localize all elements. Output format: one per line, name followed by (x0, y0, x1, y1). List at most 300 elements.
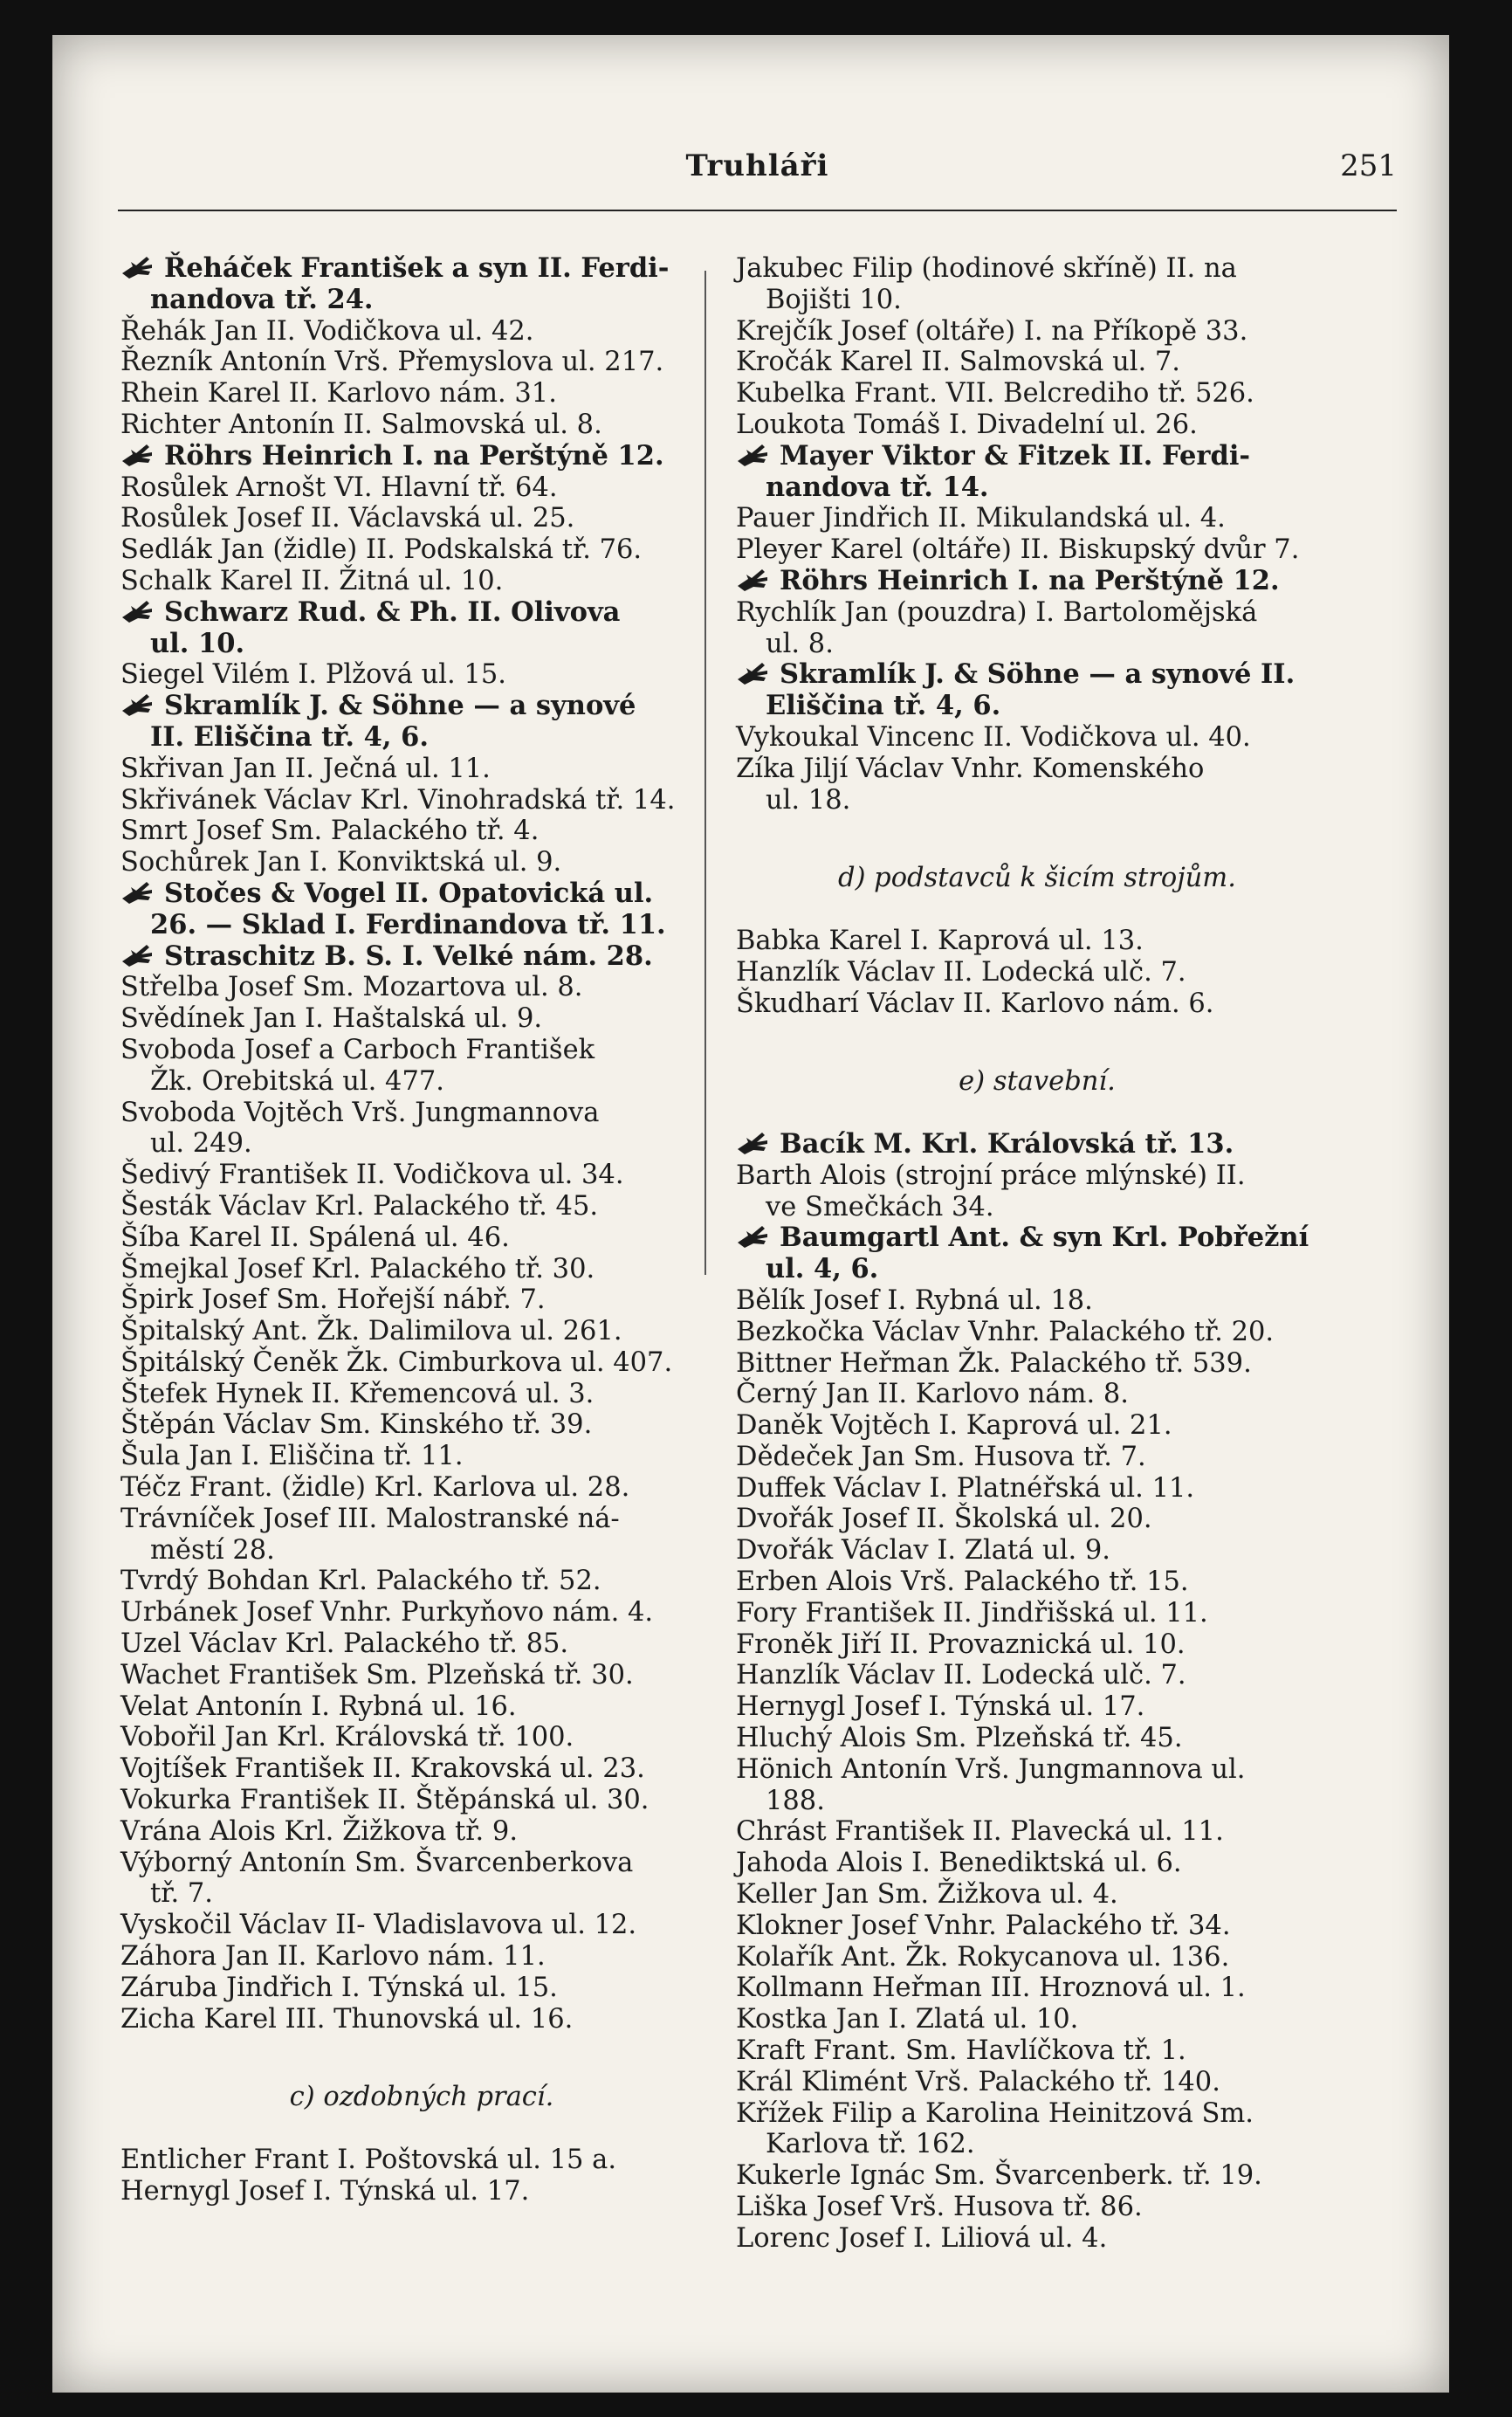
entry-text: II. Eliščina tř. 4, 6. (150, 720, 429, 753)
directory-entry (120, 659, 723, 691)
directory-entry (120, 1222, 723, 1254)
entry-line (736, 1160, 1338, 1192)
section-spacer (120, 2113, 723, 2145)
pointing-hand-icon (736, 1223, 773, 1250)
directory-entry (736, 1348, 1338, 1380)
directory-entry (120, 1941, 723, 1973)
entry-text: Velat Antonín I. Rybná ul. 16. (120, 1691, 517, 1722)
entry-line (120, 1816, 723, 1848)
entry-text: Schwarz Rud. & Ph. II. Olivova (164, 596, 621, 628)
entry-line (736, 1629, 1338, 1661)
entry-line (736, 754, 1338, 785)
section-heading: d) podstavců k šicím strojům. (838, 863, 1236, 894)
entry-text: Šmejkal Josef Krl. Palackého tř. 30. (120, 1253, 595, 1284)
directory-entry (120, 1566, 723, 1597)
entry-text: Rosůlek Josef II. Václavská ul. 25. (120, 503, 575, 534)
entry-line (736, 1786, 1338, 1817)
entry-line (120, 1222, 723, 1254)
directory-entry (736, 2098, 1338, 2161)
directory-entry (120, 472, 723, 504)
directory-entry (120, 754, 723, 785)
page-number: 251 (1340, 148, 1397, 183)
directory-entry (736, 1973, 1338, 2004)
entry-line (120, 1660, 723, 1691)
directory-entry (736, 441, 1338, 504)
entry-line (120, 534, 723, 566)
entry-text: Šíba Karel II. Spálená ul. 46. (120, 1222, 510, 1253)
entry-text: Téčz Frant. (židle) Krl. Karlova ul. 28. (120, 1472, 630, 1504)
directory-entry (736, 1222, 1338, 1285)
entry-text: Hluchý Alois Sm. Plzeňská tř. 45. (736, 1723, 1183, 1754)
entry-line (736, 2004, 1338, 2035)
entry-line (736, 957, 1338, 988)
entry-line (120, 1753, 723, 1785)
directory-entry (120, 1254, 723, 1285)
directory-entry (736, 410, 1338, 441)
entry-line (736, 629, 1338, 660)
entry-line (120, 566, 723, 597)
directory-entry (736, 1879, 1338, 1911)
entry-line (120, 1722, 723, 1753)
directory-entry (736, 1754, 1338, 1817)
entry-line (736, 1410, 1338, 1442)
entry-text: Vrána Alois Krl. Žižkova tř. 9. (120, 1815, 519, 1847)
entry-line (120, 691, 723, 722)
entry-line (120, 878, 723, 910)
directory-entry (120, 534, 723, 566)
entry-text: 188. (766, 1785, 825, 1816)
entry-text: Kollmann Heřman III. Hroznová ul. 1. (736, 1973, 1246, 2004)
entry-text: Stočes & Vogel II. Opatovická ul. (164, 877, 654, 909)
entry-text: Žk. Orebitská ul. 477. (150, 1065, 444, 1097)
entry-text: Šesták Václav Krl. Palackého tř. 45. (120, 1190, 599, 1222)
entry-line (120, 754, 723, 785)
entry-line (120, 910, 723, 941)
entry-text: Štěpán Václav Sm. Kinského tř. 39. (120, 1409, 593, 1441)
entry-line (736, 2160, 1338, 2192)
directory-entry (120, 1722, 723, 1753)
entry-text: Jahoda Alois I. Benediktská ul. 6. (736, 1848, 1182, 1879)
directory-entry (736, 1410, 1338, 1442)
entry-line (120, 847, 723, 878)
entry-text: nandova tř. 24. (150, 283, 374, 315)
entry-text: Křížek Filip a Karolina Heinitzová Sm. (736, 2097, 1254, 2129)
entry-text: Uzel Václav Krl. Palackého tř. 85. (120, 1629, 569, 1660)
entry-text: Skřivan Jan II. Ječná ul. 11. (120, 753, 491, 784)
entry-text: tř. 7. (150, 1878, 213, 1910)
entry-line (120, 253, 723, 285)
entry-text: Lorenc Josef I. Liliová ul. 4. (736, 2222, 1108, 2254)
entry-line (120, 1441, 723, 1472)
entry-text: Richter Antonín II. Salmovská ul. 8. (120, 409, 602, 440)
entry-line (736, 1348, 1338, 1380)
entry-line (736, 2067, 1338, 2098)
entry-line (736, 1192, 1338, 1223)
entry-text: Barth Alois (strojní práce mlýnské) II. (736, 1160, 1246, 1191)
directory-entry (120, 816, 723, 847)
entry-line (120, 1878, 723, 1910)
entry-line (736, 2035, 1338, 2067)
entry-line (120, 1910, 723, 1941)
entry-line (736, 253, 1338, 285)
directory-entry (736, 988, 1338, 1020)
entry-line (120, 503, 723, 534)
entry-text: Röhrs Heinrich I. na Perštýně 12. (164, 439, 664, 472)
directory-entry (120, 785, 723, 816)
directory-entry (120, 503, 723, 534)
entry-line (736, 503, 1338, 534)
section-heading: e) stavební. (959, 1066, 1116, 1098)
entry-line (736, 1942, 1338, 1973)
entry-text: 26. — Sklad I. Ferdinandova tř. 11. (150, 908, 666, 940)
entry-text: Bělík Josef I. Rybná ul. 18. (736, 1284, 1093, 1316)
entry-text: Bittner Heřman Žk. Palackého tř. 539. (736, 1347, 1252, 1379)
entry-line (736, 316, 1338, 348)
directory-entry (120, 1629, 723, 1660)
directory-entry (120, 1848, 723, 1911)
entry-line (736, 2098, 1338, 2130)
directory-entry (120, 1504, 723, 1567)
entry-text: Dvořák Václav I. Zlatá ul. 9. (736, 1535, 1110, 1567)
entry-line (736, 441, 1338, 472)
entry-text: Král Klimént Vrš. Palackého tř. 140. (736, 2066, 1220, 2097)
entry-line (736, 2129, 1338, 2160)
directory-entry (120, 1347, 723, 1379)
directory-entry (120, 972, 723, 1003)
directory-entry (736, 1285, 1338, 1317)
directory-entry (120, 2176, 723, 2207)
entry-text: Kukerle Ignác Sm. Švarcenberk. tř. 19. (736, 2160, 1262, 2192)
entry-text: Dědeček Jan Sm. Husova tř. 7. (736, 1441, 1146, 1472)
directory-entry (736, 1598, 1338, 1629)
entry-text: Chrást František II. Plavecká ul. 11. (736, 1816, 1224, 1848)
entry-line (120, 1035, 723, 1066)
entry-line (120, 1566, 723, 1597)
directory-entry (120, 1597, 723, 1629)
directory-entry (736, 2067, 1338, 2098)
directory-entry (736, 1816, 1338, 1848)
entry-line (736, 1848, 1338, 1879)
entry-line (120, 1535, 723, 1567)
directory-entry (736, 347, 1338, 378)
entry-line (736, 472, 1338, 504)
entry-line (736, 1598, 1338, 1629)
entry-text: Skramlík J. & Söhne — a synové (164, 690, 636, 722)
entry-text: Kubelka Frant. VII. Belcrediho tř. 526. (736, 378, 1254, 410)
entry-line (120, 1254, 723, 1285)
entry-text: Schalk Karel II. Žitná ul. 10. (120, 565, 504, 596)
section-gap (736, 816, 1338, 863)
entry-line (736, 926, 1338, 957)
directory-entry (120, 253, 723, 316)
directory-entry (736, 503, 1338, 534)
directory-entry (120, 941, 723, 973)
directory-entry (736, 566, 1338, 597)
directory-entry (736, 1660, 1338, 1691)
entry-line (120, 1098, 723, 1129)
entry-text: Loukota Tomáš I. Divadelní ul. 26. (736, 409, 1198, 440)
entry-line (736, 1473, 1338, 1505)
entry-line (120, 941, 723, 973)
entry-line (120, 722, 723, 754)
entry-text: Rychlík Jan (pouzdra) I. Bartolomějská (736, 596, 1258, 628)
directory-entry (736, 2160, 1338, 2192)
left-column (120, 253, 723, 2207)
pointing-hand-icon (736, 567, 773, 593)
directory-entry (120, 378, 723, 410)
entry-line (120, 1409, 723, 1441)
right-column (736, 253, 1338, 2255)
entry-line (736, 691, 1338, 722)
directory-entry (120, 1660, 723, 1691)
entry-text: Špitalský Ant. Žk. Dalimilova ul. 261. (120, 1316, 622, 1347)
entry-text: ul. 249. (150, 1128, 252, 1160)
page-header (118, 148, 1397, 211)
directory-entry (120, 691, 723, 754)
entry-line (736, 785, 1338, 816)
entry-line (736, 1222, 1338, 1254)
entry-text: Špirk Josef Sm. Hořejší nábř. 7. (120, 1284, 546, 1316)
section-spacer (736, 1098, 1338, 1129)
entry-text: Pleyer Karel (oltáře) II. Biskupský dvůr 7. (736, 534, 1300, 566)
entry-text: Hönich Antonín Vrš. Jungmannova ul. (736, 1753, 1246, 1785)
entry-line (120, 2004, 723, 2035)
entry-line (120, 1003, 723, 1035)
directory-entry (120, 1098, 723, 1160)
entry-line (120, 1691, 723, 1723)
directory-entry (736, 597, 1338, 660)
entry-text: Froněk Jiří II. Provaznická ul. 10. (736, 1629, 1186, 1660)
directory-entry (736, 253, 1338, 316)
entry-text: Bojišti 10. (766, 284, 902, 315)
directory-entry (736, 1504, 1338, 1535)
entry-text: Rosůlek Arnošt VI. Hlavní tř. 64. (120, 472, 558, 503)
entry-text: Babka Karel I. Kaprová ul. 13. (736, 925, 1144, 956)
directory-entry (120, 1691, 723, 1723)
entry-text: Krejčík Josef (oltáře) I. na Příkopě 33. (736, 315, 1248, 347)
entry-line (120, 1284, 723, 1316)
entry-text: Jakubec Filip (hodinové skříně) II. na (736, 253, 1237, 284)
pointing-hand-icon (736, 660, 773, 686)
entry-line (120, 2145, 723, 2176)
entry-text: ve Smečkách 34. (766, 1191, 994, 1222)
directory-entry (120, 410, 723, 441)
entry-text: Skramlík J. & Söhne — a synové II. (780, 658, 1296, 691)
entry-line (736, 1754, 1338, 1786)
entry-text: ul. 4, 6. (766, 1253, 879, 1285)
entry-text: Výborný Antonín Sm. Švarcenberkova (120, 1847, 634, 1878)
pointing-hand-icon (736, 1130, 773, 1156)
entry-text: ul. 8. (766, 628, 834, 659)
directory-entry (736, 378, 1338, 410)
entry-text: Záruba Jindřich I. Týnská ul. 15. (120, 1972, 558, 2003)
entry-line (736, 410, 1338, 441)
entry-text: Erben Alois Vrš. Palackého tř. 15. (736, 1567, 1189, 1598)
entry-text: Záhora Jan II. Karlovo nám. 11. (120, 1941, 546, 1973)
entry-line (120, 285, 723, 316)
entry-text: Röhrs Heinrich I. na Perštýně 12. (780, 564, 1280, 596)
entry-text: Šula Jan I. Eliščina tř. 11. (120, 1441, 464, 1472)
entry-line (736, 1442, 1338, 1473)
directory-entry (120, 2004, 723, 2035)
entry-line (120, 1347, 723, 1379)
directory-entry (120, 1160, 723, 1191)
directory-entry (120, 1973, 723, 2004)
entry-line (736, 1535, 1338, 1567)
entry-line (736, 659, 1338, 691)
entry-text: Smrt Josef Sm. Palackého tř. 4. (120, 816, 540, 847)
entry-text: Vojtíšek František II. Krakovská ul. 23. (120, 1753, 645, 1785)
entry-line (736, 566, 1338, 597)
entry-text: Hanzlík Václav II. Lodecká ulč. 7. (736, 1660, 1186, 1691)
entry-text: Siegel Vilém I. Plžová ul. 15. (120, 659, 506, 691)
entry-line (736, 1691, 1338, 1723)
section-gap (120, 2035, 723, 2082)
directory-entry (736, 1442, 1338, 1473)
entry-text: Kraft Frant. Sm. Havlíčkova tř. 1. (736, 2035, 1186, 2067)
directory-entry (120, 1035, 723, 1098)
entry-line (736, 722, 1338, 754)
entry-text: Eliščina tř. 4, 6. (766, 690, 1001, 722)
entry-text: Liška Josef Vrš. Husova tř. 86. (736, 2192, 1143, 2223)
entry-line (120, 472, 723, 504)
entry-line (120, 1785, 723, 1816)
entry-text: ul. 18. (766, 784, 851, 816)
entry-text: Pauer Jindřich II. Mikulandská ul. 4. (736, 503, 1226, 534)
pointing-hand-icon (120, 254, 157, 280)
directory-entry (736, 316, 1338, 348)
entry-text: Řehák Jan II. Vodičkova ul. 42. (120, 315, 534, 347)
directory-entry (736, 1535, 1338, 1567)
entry-text: ul. 10. (150, 627, 245, 659)
entry-text: Kostka Jan I. Zlatá ul. 10. (736, 2004, 1079, 2035)
pointing-hand-icon (736, 442, 773, 468)
entry-text: Černý Jan II. Karlovo nám. 8. (736, 1379, 1129, 1410)
entry-text: Keller Jan Sm. Žižkova ul. 4. (736, 1879, 1118, 1911)
directory-entry (736, 1942, 1338, 1973)
entry-text: Zicha Karel III. Thunovská ul. 16. (120, 2003, 574, 2035)
directory-entry (120, 1785, 723, 1816)
entry-text: Šedivý František II. Vodičkova ul. 34. (120, 1160, 624, 1191)
entry-line (736, 285, 1338, 316)
entry-line (120, 1316, 723, 1347)
directory-entry (736, 722, 1338, 754)
directory-entry (736, 754, 1338, 816)
entry-text: Wachet František Sm. Plzeňská tř. 30. (120, 1659, 634, 1691)
entry-text: Řezník Antonín Vrš. Přemyslova ul. 217. (120, 347, 664, 378)
entry-text: Klokner Josef Vnhr. Palackého tř. 34. (736, 1910, 1231, 1941)
entry-text: Škudharí Václav II. Karlovo nám. 6. (736, 988, 1214, 1019)
entry-line (120, 2176, 723, 2207)
directory-entry (736, 926, 1338, 957)
entry-line (736, 1379, 1338, 1410)
directory-entry (120, 1816, 723, 1848)
entry-text: Urbánek Josef Vnhr. Purkyňovo nám. 4. (120, 1597, 654, 1629)
page-title: Truhláři (685, 148, 829, 183)
entry-line (736, 1723, 1338, 1754)
directory-entry (120, 1753, 723, 1785)
entry-text: Fory František II. Jindřišská ul. 11. (736, 1597, 1208, 1629)
pointing-hand-icon (120, 879, 157, 906)
entry-line (120, 1379, 723, 1410)
entry-text: Bezkočka Václav Vnhr. Palackého tř. 20. (736, 1316, 1275, 1347)
entry-line (736, 1973, 1338, 2004)
directory-entry (736, 534, 1338, 566)
entry-text: Skřivánek Václav Krl. Vinohradská tř. 14. (120, 784, 676, 816)
entry-text: nandova tř. 14. (766, 471, 989, 503)
entry-text: Hernygl Josef I. Týnská ul. 17. (736, 1691, 1145, 1723)
entry-line (120, 1128, 723, 1160)
directory-entry (120, 1441, 723, 1472)
entry-line (736, 378, 1338, 410)
entry-text: Střelba Josef Sm. Mozartova ul. 8. (120, 972, 583, 1003)
directory-entry (736, 957, 1338, 988)
entry-line (120, 1597, 723, 1629)
entry-line (120, 1472, 723, 1504)
entry-line (736, 1317, 1338, 1348)
entry-text: Daněk Vojtěch I. Kaprová ul. 21. (736, 1410, 1172, 1442)
entry-line (120, 1848, 723, 1879)
entry-text: městí 28. (150, 1534, 275, 1566)
entry-line (120, 1191, 723, 1222)
entry-line (736, 1254, 1338, 1285)
directory-entry (736, 1848, 1338, 1879)
entry-line (736, 988, 1338, 1020)
directory-entry (736, 2223, 1338, 2255)
pointing-hand-icon (120, 598, 157, 624)
entry-line (120, 316, 723, 348)
entry-text: Sedlák Jan (židle) II. Podskalská tř. 76. (120, 534, 643, 566)
directory-entry (120, 1284, 723, 1316)
entry-line (736, 1285, 1338, 1317)
entry-line (120, 410, 723, 441)
entry-text: Zíka Jiljí Václav Vnhr. Komenského (736, 753, 1205, 784)
entry-line (736, 1879, 1338, 1911)
entry-line (120, 1973, 723, 2004)
entry-text: Vyskočil Václav II- Vladislavova ul. 12. (120, 1910, 637, 1941)
entry-text: Sochůrek Jan I. Konviktská ul. 9. (120, 847, 562, 878)
directory-entry (736, 1473, 1338, 1505)
directory-entry (120, 316, 723, 348)
entry-line (120, 1941, 723, 1973)
entry-line (736, 534, 1338, 566)
entry-line (120, 972, 723, 1003)
directory-entry (120, 1379, 723, 1410)
entry-text: Vobořil Jan Krl. Královská tř. 100. (120, 1722, 574, 1753)
pointing-hand-icon (120, 692, 157, 718)
entry-text: Hernygl Josef I. Týnská ul. 17. (120, 2175, 530, 2207)
directory-entry (736, 2192, 1338, 2223)
directory-entry (120, 1316, 723, 1347)
directory-entry (120, 597, 723, 660)
entry-text: Svoboda Josef a Carboch František (120, 1034, 595, 1065)
directory-entry (736, 1567, 1338, 1598)
entry-line (120, 597, 723, 629)
entry-line (120, 1504, 723, 1535)
directory-entry (736, 1317, 1338, 1348)
entry-line (120, 347, 723, 378)
entry-line (120, 659, 723, 691)
entry-text: Vykoukal Vincenc II. Vodičkova ul. 40. (736, 721, 1251, 753)
entry-line (120, 378, 723, 410)
entry-text: Štefek Hynek II. Křemencová ul. 3. (120, 1378, 594, 1409)
entry-text: Kročák Karel II. Salmovská ul. 7. (736, 347, 1180, 378)
entry-text: Straschitz B. S. I. Velké nám. 28. (164, 940, 653, 972)
entry-line (736, 597, 1338, 629)
entry-text: Svoboda Vojtěch Vrš. Jungmannova (120, 1097, 600, 1128)
directory-entry (736, 1911, 1338, 1942)
entry-text: Entlicher Frant I. Poštovská ul. 15 a. (120, 2145, 617, 2176)
